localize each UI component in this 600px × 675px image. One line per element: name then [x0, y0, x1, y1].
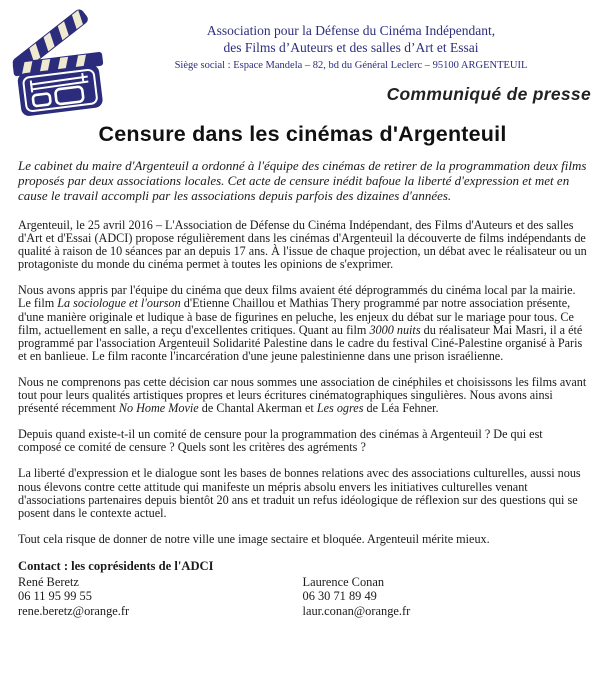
body-paragraph-6: Tout cela risque de donner de notre ville une image sectaire et bloquée. Argenteuil mérite mieux.	[18, 531, 490, 546]
press-release-label: Communiqué de presse	[386, 84, 591, 104]
contact-email: laur.conan@orange.fr	[302, 603, 411, 618]
contact-phone: 06 11 95 99 55	[18, 589, 92, 604]
contact-person-1	[18, 575, 303, 619]
contact-section	[18, 559, 587, 619]
association-name-line1: Association pour la Défense du Cinéma Indépendant,	[206, 23, 496, 38]
association-header	[118, 22, 584, 72]
association-address: Siège social : Espace Mandela – 82, bd du Général Leclerc – 95100 ARGENTEUIL	[174, 59, 528, 71]
contact-person-2	[303, 575, 588, 619]
contact-name: René Beretz	[18, 574, 79, 589]
body-paragraph-2: Nous avons appris par l'équipe du cinéma que deux films avaient été déprogrammés du cinéma local par la mairie. Le film La sociologue et l'ourson d'Etienne Chaillou et Mathias Thery programmé par notre association présente, d'une manière originale et ludique à base de figurines en peluche, les enjeux du débat sur le mariage pour tous. Ce film, actuellement en salle, a reçu d'excellentes critiques. Quant au film 3000 nuits du réalisateur Mai Masri, il a été programmé par l'association Argenteuil Solidarité Palestine dans le cadre du festival Ciné-Palestine organisé à Paris et en banlieue. Le film raconte l'incarcération d'une jeune palestinienne dans une prison israélienne.	[18, 283, 583, 363]
contact-email: rene.beretz@orange.fr	[18, 603, 130, 618]
body-paragraph-1: Argenteuil, le 25 avril 2016 – L'Association de Défense du Cinéma Indépendant, des Films d'Auteurs et des salles d'Art et d'Essai (ADCI) propose régulièrement dans les cinémas d'Argenteuil la découverte de films indépendants de qualité à raison de 10 séances par an depuis 17 ans. À l'issue de chaque projection, un débat avec le réalisateur ou un protagoniste du monde du cinéma permet à toutes les opinions de s'exprimer.	[18, 218, 587, 272]
body-paragraph-3: Nous ne comprenons pas cette décision car nous sommes une association de cinéphiles et choisissons les films avant tout pour leurs qualités artistiques propres et leurs écritures cinématographiques singulières. Nous avons ainsi présenté récemment No Home Movie de Chantal Akerman et Les ogres de Léa Fehner.	[18, 374, 587, 416]
body-paragraph-4: Depuis quand existe-t-il un comité de censure pour la programmation des cinémas à Argenteuil ? De qui est composé ce comité de censure ? Quels sont les critères des agréments ?	[18, 427, 543, 455]
document-title: Censure dans les cinémas d'Argenteuil	[98, 122, 507, 146]
contact-phone: 06 30 71 89 49	[302, 589, 377, 604]
intro-paragraph: Le cabinet du maire d'Argenteuil a ordonné à l'équipe des cinémas de retirer de la programmation deux films proposés par deux associations locales. Cet acte de censure inédit bafoue la liberté d'expression et met en cause le travail accompli par les associations depuis parfois des dizaines d'années.	[18, 158, 587, 203]
clapperboard-icon	[8, 5, 112, 117]
association-name-line2: des Films d’Auteurs et des salles d’Art et Essai	[223, 40, 479, 56]
body-paragraph-5: La liberté d'expression et le dialogue sont les bases de bonnes relations avec des associations culturelles, aussi nous nous élevons contre cette attitude qui manifeste un mépris absolu envers les initiatives culturelles venant d'associations partenaires depuis bientôt 20 ans et traduit un refus idéologique de réflexion sur des questions qui se posent dans le contexte actuel.	[18, 466, 581, 520]
contact-name: Laurence Conan	[302, 574, 385, 589]
contact-heading: Contact : les coprésidents de l'ADCI	[18, 558, 214, 573]
